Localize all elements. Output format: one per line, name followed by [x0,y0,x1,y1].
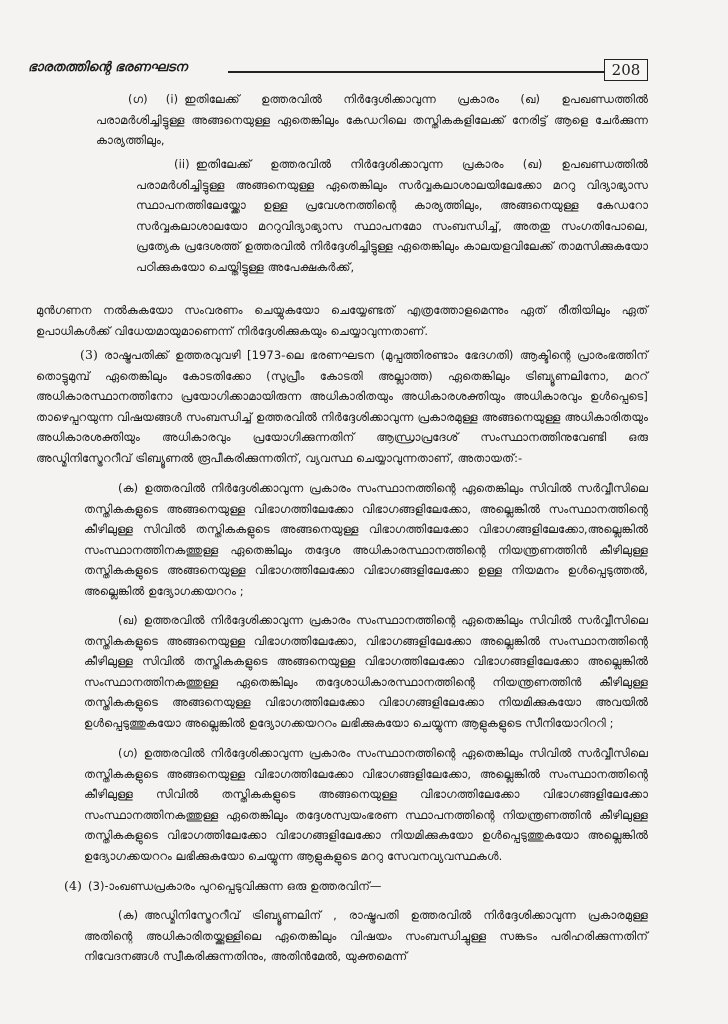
clause-marker: (ii) [174,157,190,171]
clause-marker-lead: (ഗ) [128,92,148,106]
paragraph-4-ka [84,905,648,967]
clause-marker: (ഗ) [118,746,138,760]
clause-marker: (3) [80,347,99,362]
paragraph-text: ഇതിലേക്ക് ഉത്തരവിൽ നിർദ്ദേശിക്കാവുന്ന പ്രകാരം (ഖ) ഉപഖണ്ഡത്തിൽ പരാമർശിച്ചിട്ടുള്ള അങ്ങനെയുള്ള ഏതെങ്കിലും സർവ്വകലാശാലയിലേക്കോ മററു വിദ്യാഭ്യാസ സ്ഥാപനത്തിലേയ്ക്കോ ഉള്ള പ്രവേശനത്തിന്റെ കാര്യത്തിലും, അങ്ങനെയുള്ള കേഡറോ സർവ്വകലാശാലയോ മററുവിദ്യാഭ്യാസ സ്ഥാപനമോ സംബന്ധിച്ച്, അതതു സംഗതിപോലെ, പ്രത്യേക പ്രദേശത്ത് ഉത്തരവിൽ നിർദ്ദേശിച്ചിട്ടുള്ള ഏതെങ്കിലും കാലയളവിലേക്ക് താമസിക്കുകയോ പഠിക്കുകയോ ചെയ്തിട്ടുള്ള അപേക്ഷകർക്ക്, [136,157,648,274]
paragraph-sub-ka [84,478,648,601]
paragraph-text: ഉത്തരവിൽ നിർദ്ദേശിക്കാവുന്ന പ്രകാരം സംസ്ഥാനത്തിന്റെ ഏതെങ്കിലും സിവിൽ സർവ്വീസിലെ തസ്തികകളുടെ അങ്ങനെയുള്ള വിഭാഗത്തിലേക്കോ വിഭാഗങ്ങളിലേക്കോ, അല്ലെങ്കിൽ സംസ്ഥാനത്തിന്റെ കീഴിലുള്ള സിവിൽ തസ്തികകളുടെ അങ്ങനെയുള്ള വിഭാഗത്തിലേക്കോ വിഭാഗങ്ങളിലേക്കോ,അല്ലെങ്കിൽ സംസ്ഥാനത്തിനകത്തുള്ള ഏതെങ്കിലും തദ്ദേശ അധികാരസ്ഥാനത്തിന്റെ നിയന്ത്രണത്തിൻ കീഴിലുള്ള തസ്തികകളുടെ അങ്ങനെയുള്ള വിഭാഗത്തിലേക്കോ വിഭാഗങ്ങളിലേക്കോ ഉള്ള നിയമനം ഉൾപ്പെടുത്തൽ, അല്ലെങ്കിൽ ഉദ്യോഗക്കയററം ; [84,481,648,598]
paragraph-text: മുൻഗണന നൽകുകയോ സംവരണം ചെയ്യുകയോ ചെയ്യേണ്ടത് എത്രത്തോളമെന്നും ഏത് രീതിയിലും ഏത് ഉപാധികൾക്ക് വിധേയമായുമാണെന്ന് നിർദ്ദേശിക്കുകയും ചെയ്യാവുന്നതാണ്. [36,303,648,338]
paragraph-sub-kha [84,610,648,733]
paragraph-g-i [96,89,648,151]
paragraph-text: രാഷ്ട്രപതിക്ക് ഉത്തരവുവഴി [1973-ലെ ഭരണഘടന (മുപ്പത്തിരണ്ടാം ഭേദഗതി) ആക്ടിന്റെ പ്രാരംഭത്തിന് തൊട്ടുമുമ്പ് ഏതെങ്കിലും കോടതിക്കോ (സുപ്രീം കോടതി അല്ലാത്ത) ഏതെങ്കിലും ട്രിബ്യൂണലിനോ, മററ് അധികാരസ്ഥാനത്തിനോ പ്രയോഗിക്കാമായിരുന്ന അധികാരിതയും അധികാരശക്തിയും അധികാരവും ഉൾപ്പെടെ] താഴെപ്പറയുന്ന വിഷയങ്ങൾ സംബന്ധിച്ച് ഉത്തരവിൽ നിർദ്ദേശിക്കാവുന്ന പ്രകാരമുള്ള അങ്ങനെയുള്ള അധികാരിതയും അധികാരശക്തിയും അധികാരവും പ്രയോഗിക്കുന്നതിന് ആന്ധ്രാപ്രദേശ് സംസ്ഥാനത്തിനുവേണ്ടി ഒരു അഡ്മിനിസ്ട്രേററീവ് ട്രിബ്യൂണൽ രൂപീകരിക്കുന്നതിന്, വ്യവസ്ഥ ചെയ്യാവുന്നതാണ്, അതായത്:- [36,348,648,465]
paragraph-continuation [36,300,648,341]
paragraph-text: ഇതിലേക്ക് ഉത്തരവിൽ നിർദ്ദേശിക്കാവുന്ന പ്രകാരം (ഖ) ഉപഖണ്ഡത്തിൽ പരാമർശിച്ചിട്ടുള്ള അങ്ങനെയുള്ള ഏതെങ്കിലും കേഡറിലെ തസ്തികകളിലേക്ക് നേരിട്ട് ആളെ ചേർക്കുന്ന കാര്യത്തിലും, [96,92,648,147]
header-rule [228,71,604,73]
clause-marker: (ക) [118,908,139,922]
page-number: 208 [604,59,648,81]
paragraph-clause-3 [36,345,648,468]
paragraph-text: (3)-ാംഖണ്ഡപ്രകാരം പുറപ്പെടുവിക്കുന്ന ഒരു ഉത്തരവിന്— [88,879,382,893]
paragraph-text: ഉത്തരവിൽ നിർദ്ദേശിക്കാവുന്ന പ്രകാരം സംസ്ഥാനത്തിന്റെ ഏതെങ്കിലും സിവിൽ സർവ്വീസിലെ തസ്തികകളുടെ അങ്ങനെയുള്ള വിഭാഗത്തിലേക്കോ, വിഭാഗങ്ങളിലേക്കോ അല്ലെങ്കിൽ സംസ്ഥാനത്തിന്റെ കീഴിലുള്ള സിവിൽ തസ്തികകളുടെ അങ്ങനെയുള്ള വിഭാഗത്തിലേക്കോ വിഭാഗങ്ങളിലേക്കോ അല്ലെങ്കിൽ സംസ്ഥാനത്തിനകത്തുള്ള ഏതെങ്കിലും തദ്ദേശാധികാരസ്ഥാനത്തിന്റെ നിയന്ത്രണത്തിൻ കീഴിലുള്ള തസ്തികകളുടെ അങ്ങനെയുള്ള വിഭാഗത്തിലേക്കോ വിഭാഗങ്ങളിലേക്കോ നിയമിക്കുകയോ അവയിൽ ഉൾപ്പെടുത്തുകയോ അല്ലെങ്കിൽ ഉദ്യോഗക്കയററം ലഭിക്കുകയോ ചെയ്യുന്ന ആളുകളുടെ സീനിയോറിററി ; [84,613,648,730]
paragraph-ii [136,154,648,277]
paragraph-clause-4 [64,876,648,897]
paragraph-text: ഉത്തരവിൽ നിർദ്ദേശിക്കാവുന്ന പ്രകാരം സംസ്ഥാനത്തിന്റെ ഏതെങ്കിലും സിവിൽ സർവ്വീസിലെ തസ്തികകളുടെ അങ്ങനെയുള്ള വിഭാഗത്തിലേക്കോ വിഭാഗങ്ങളിലേക്കോ, അല്ലെങ്കിൽ സംസ്ഥാനത്തിന്റെ കീഴിലുള്ള സിവിൽ തസ്തികകളുടെ അങ്ങനെയുള്ള വിഭാഗത്തിലേക്കോ വിഭാഗങ്ങളിലേക്കോ സംസ്ഥാനത്തിനകത്തുള്ള ഏതെങ്കിലും തദ്ദേശസ്വയംഭരണ സ്ഥാപനത്തിന്റെ നിയന്ത്രണത്തിൻ കീഴിലുള്ള തസ്തികകളുടെ വിഭാഗത്തിലേക്കോ വിഭാഗങ്ങളിലേക്കോ നിയമിക്കുകയോ ഉൾപ്പെടുത്തുകയോ അല്ലെങ്കിൽ ഉദ്യോഗക്കയററം ലഭിക്കുകയോ ചെയ്യുന്ന ആളുകളുടെ മററു സേവനവ്യവസ്ഥകൾ. [84,746,648,863]
running-header-title: ഭാരതത്തിന്റെ ഭരണഘടന [28,60,188,75]
clause-marker: (4) [64,878,83,893]
clause-marker: (i) [165,92,179,106]
clause-marker: (ക) [118,481,139,495]
clause-marker: (ഖ) [118,613,138,627]
paragraph-text: അഡ്മിനിസ്ട്രേററീവ് ട്രിബ്യൂണലിന് , രാഷ്ട്രപതി ഉത്തരവിൽ നിർദ്ദേശിക്കാവുന്ന പ്രകാരമുള്ള അതിന്റെ അധികാരിതയ്ക്കുള്ളിലെ ഏതെങ്കിലും വിഷയം സംബന്ധിച്ചുള്ള സങ്കടം പരിഹരിക്കുന്നതിന് നിവേദനങ്ങൾ സ്വീകരിക്കുന്നതിനും, അതിൻമേൽ, യുക്തമെന്ന് [84,908,648,963]
paragraph-sub-ga [84,743,648,866]
